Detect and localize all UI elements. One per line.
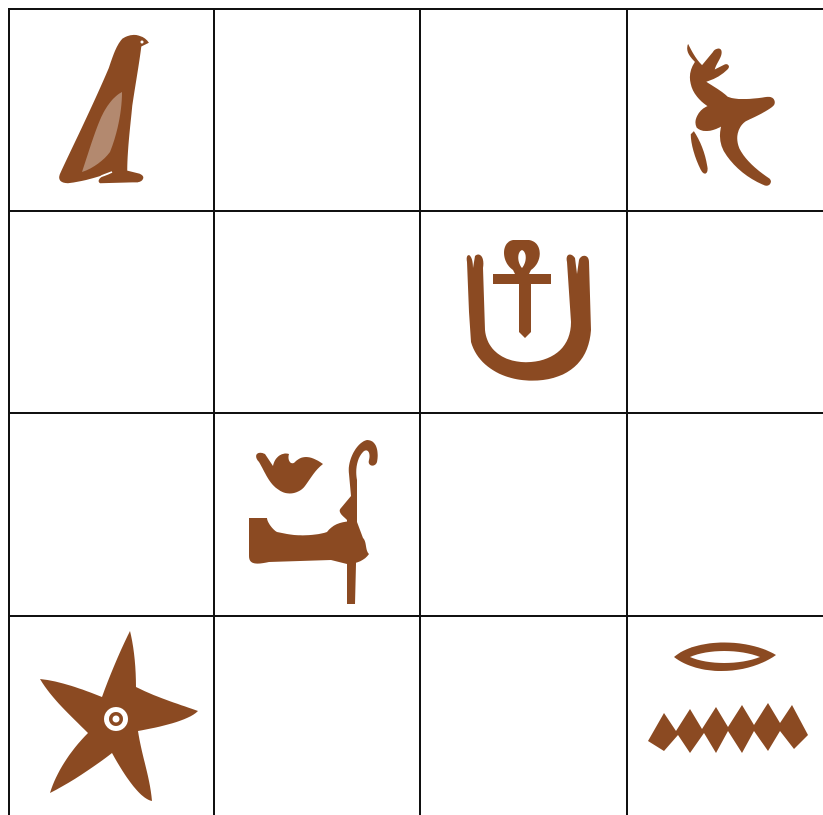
cell-r1-c4[interactable] [628,10,823,210]
arm-with-lotus-and-crook-icon [215,414,419,615]
cell-r3-c4[interactable] [628,414,823,615]
ankh-in-basket-icon [421,212,626,412]
cell-r4-c2[interactable] [215,617,419,815]
eye-over-water-icon [628,617,823,815]
cell-r3-c3[interactable] [421,414,626,615]
cell-r1-c2[interactable] [215,10,419,210]
cell-r4-c1[interactable] [10,617,213,815]
cell-r2-c1[interactable] [10,212,213,412]
cell-r4-c4[interactable] [628,617,823,815]
cell-r2-c4[interactable] [628,212,823,412]
cell-r4-c3[interactable] [421,617,626,815]
cell-r2-c2[interactable] [215,212,419,412]
falcon-icon [10,10,213,210]
cell-r1-c3[interactable] [421,10,626,210]
cell-r3-c2[interactable] [215,414,419,615]
seated-figure-icon [628,10,823,210]
star-icon [10,617,213,815]
cell-r2-c3[interactable] [421,212,626,412]
cell-r1-c1[interactable] [10,10,213,210]
cell-r3-c1[interactable] [10,414,213,615]
